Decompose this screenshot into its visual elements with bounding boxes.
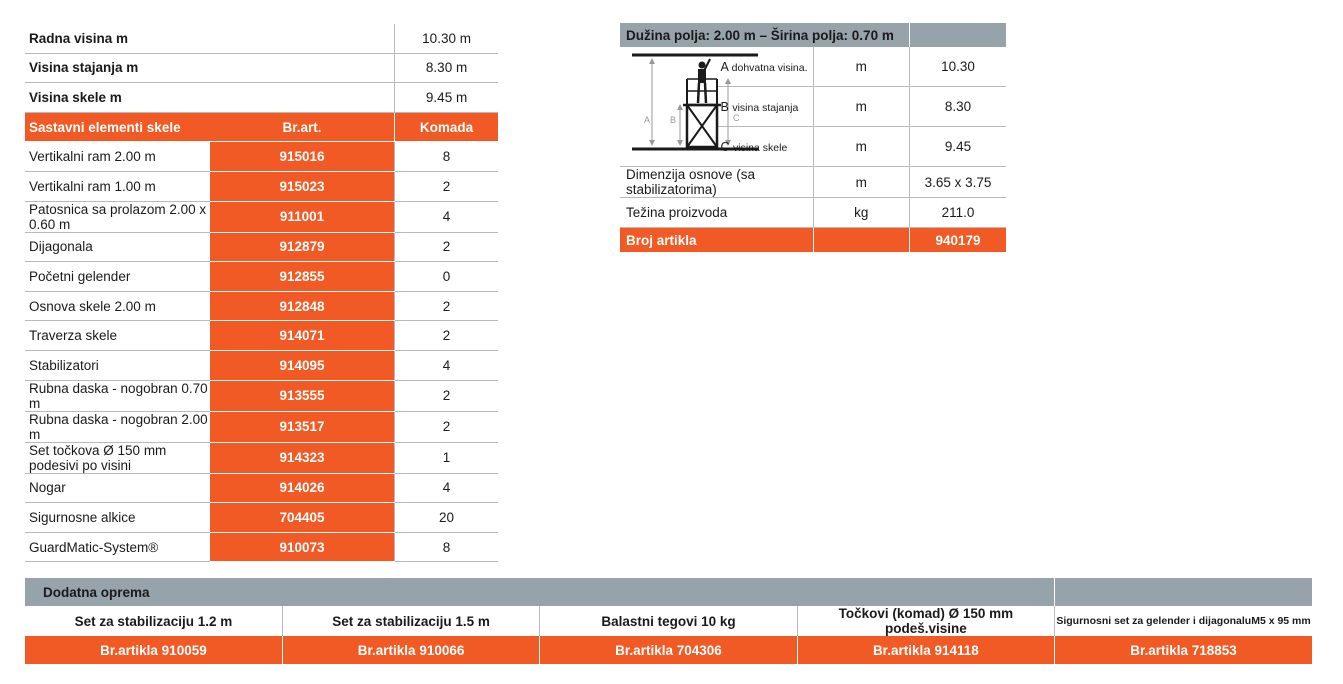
part-row [25,473,498,503]
spec-label: Visina skele m [25,83,395,113]
weight-label: Težina proizvoda [620,198,813,228]
part-name: GuardMatic-System® [25,532,210,562]
accessory-name: Balastni tegovi 10 kg [540,606,797,636]
part-row [25,171,498,201]
part-article-number: 915016 [210,142,395,172]
accessories-header-row [25,578,1312,606]
part-quantity: 2 [395,232,498,262]
dimension-unit: m [813,47,910,87]
article-number-label: Broj artikla [620,228,813,253]
article-number-row [620,228,1006,253]
part-name: Set točkova Ø 150 mm podesivi po visini [25,442,210,473]
dimension-label: A dohvatna visina. [717,47,814,87]
accessories-names-row [25,606,1312,636]
svg-text:A: A [644,115,651,125]
parts-header-art: Br.art. [210,112,395,142]
part-article-number: 915023 [210,171,395,201]
accessory-name: Točkovi (komad) Ø 150 mm podeš.visine [797,606,1054,636]
accessory-name: Sigurnosni set za gelender i dijagonaluM5 x 95 mm [1055,606,1312,636]
part-article-number: 914071 [210,321,395,351]
parts-header-row [25,112,498,142]
part-name: Patosnica sa prolazom 2.00 x 0.60 m [25,201,210,232]
part-quantity: 4 [395,473,498,503]
part-quantity: 4 [395,201,498,232]
svg-text:C: C [733,113,740,123]
base-dimension-label: Dimenzija osnove (sa stabilizatorima) [620,167,813,198]
accessories-table [25,578,1312,664]
part-row [25,411,498,442]
spec-row [25,24,498,53]
accessory-article: Br.artikla 910059 [25,636,282,664]
part-name: Traverza skele [25,321,210,351]
spec-label: Radna visina m [25,24,395,53]
accessory-article: Br.artikla 704306 [540,636,797,664]
dimension-label: B visina stajanja [717,87,814,127]
part-quantity: 0 [395,262,498,292]
spec-header-row [620,23,1006,47]
part-quantity: 2 [395,321,498,351]
part-name: Dijagonala [25,232,210,262]
part-name: Sigurnosne alkice [25,503,210,533]
part-article-number: 912855 [210,262,395,292]
part-name: Vertikalni ram 2.00 m [25,142,210,172]
part-row [25,503,498,533]
part-name: Početni gelender [25,262,210,292]
dimension-value: 9.45 [910,127,1007,167]
part-article-number: 913517 [210,411,395,442]
product-spec-table [620,23,1006,252]
accessory-name: Set za stabilizaciju 1.2 m [74,613,233,629]
parts-header-name: Sastavni elementi skele [25,112,210,142]
article-unit-blank [813,228,910,253]
part-name: Osnova skele 2.00 m [25,291,210,321]
part-name: Rubna daska - nogobran 0.70 m [25,380,210,411]
dimension-label: C visina skele [717,127,814,167]
part-article-number: 911001 [210,201,395,232]
part-quantity: 2 [395,291,498,321]
accessories-header-blank [1055,578,1312,606]
dimension-value: 10.30 [910,47,1007,87]
part-row [25,321,498,351]
part-quantity: 2 [395,411,498,442]
spec-value: 8.30 m [395,53,498,83]
spec-value: 9.45 m [395,83,498,113]
part-article-number: 913555 [210,380,395,411]
part-name: Nogar [25,473,210,503]
parts-list [25,142,498,562]
part-article-number: 912848 [210,291,395,321]
accessory-name: Set za stabilizaciju 1.5 m [282,606,539,636]
part-quantity: 2 [395,171,498,201]
parts-header-qty: Komada [395,112,498,142]
spec-row [25,53,498,83]
spec-row [25,83,498,113]
base-dimension-row [620,167,1006,198]
part-row [25,380,498,411]
svg-text:B: B [670,115,677,125]
part-row [25,350,498,380]
dimension-unit: m [813,127,910,167]
part-row [25,232,498,262]
weight-unit: kg [813,198,910,228]
part-row [25,142,498,172]
part-row [25,532,498,562]
base-dimension-value: 3.65 x 3.75 [910,167,1007,198]
part-quantity: 20 [395,503,498,533]
part-row [25,291,498,321]
part-quantity: 1 [395,442,498,473]
part-quantity: 8 [395,142,498,172]
base-dimension-unit: m [813,167,910,198]
part-row [25,201,498,232]
weight-value: 211.0 [910,198,1007,228]
field-size-header: Dužina polja: 2.00 m – Širina polja: 0.70 m [620,23,910,47]
accessory-article: Br.artikla 914118 [797,636,1054,664]
dimension-row [620,47,1006,87]
header-blank-cell [910,23,1007,47]
part-name: Stabilizatori [25,350,210,380]
part-article-number: 910073 [210,532,395,562]
accessory-article: Br.artikla 910066 [282,636,539,664]
part-article-number: 914026 [210,473,395,503]
scaffold-diagram [620,47,740,167]
spec-value: 10.30 m [395,24,498,53]
part-quantity: 8 [395,532,498,562]
part-quantity: 2 [395,380,498,411]
part-article-number: 914095 [210,350,395,380]
part-article-number: 704405 [210,503,395,533]
accessories-title: Dodatna oprema [25,578,1055,606]
spec-label: Visina stajanja m [25,53,395,83]
part-article-number: 914323 [210,442,395,473]
scaffold-parts-table [25,24,498,562]
part-quantity: 4 [395,350,498,380]
part-name: Vertikalni ram 1.00 m [25,171,210,201]
article-number-value: 940179 [910,228,1007,253]
accessory-article: Br.artikla 718853 [1055,636,1312,664]
part-row [25,442,498,473]
weight-row [620,198,1006,228]
part-article-number: 912879 [210,232,395,262]
dimension-unit: m [813,87,910,127]
dimension-value: 8.30 [910,87,1007,127]
part-name: Rubna daska - nogobran 2.00 m [25,411,210,442]
part-row [25,262,498,292]
accessories-articles-row [25,636,1312,664]
